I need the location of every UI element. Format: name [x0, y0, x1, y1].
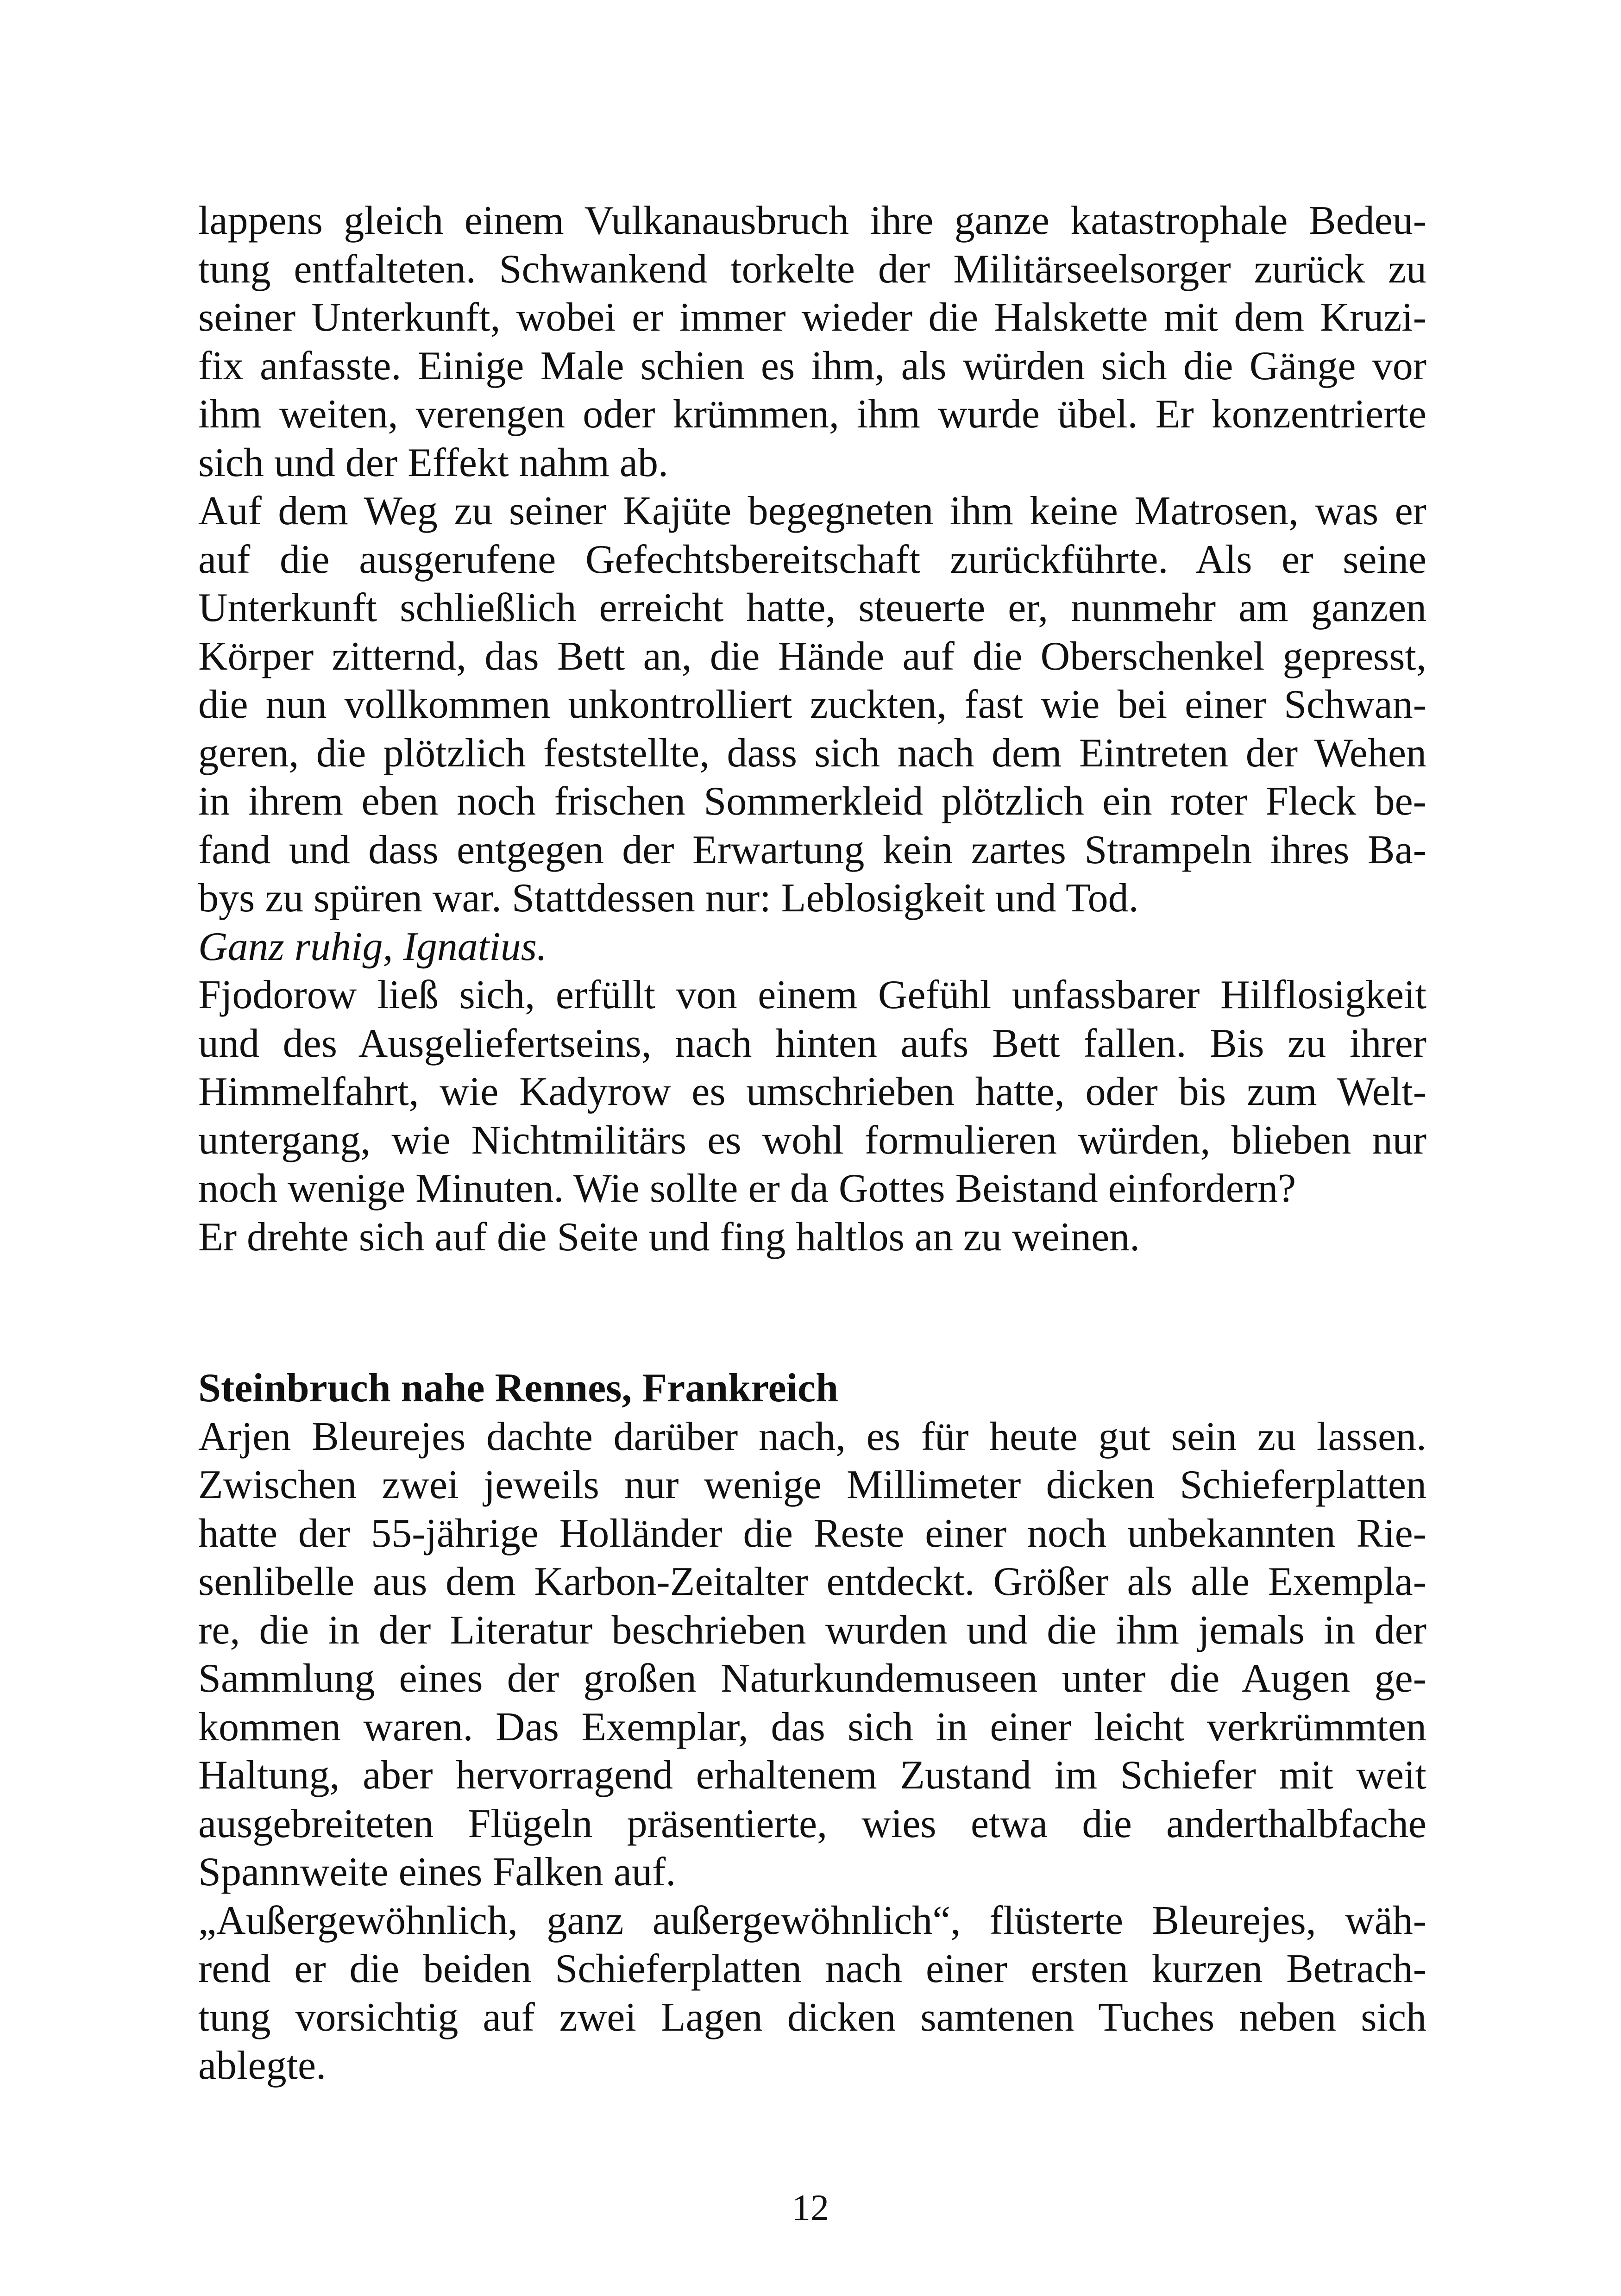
page-number: 12 — [792, 2188, 829, 2228]
text-line: tung entfalteten. Schwankend torkelte der Militärseelsorger zurück zu — [198, 246, 1426, 292]
text-line: die nun vollkommen unkontrolliert zuckten, fast wie bei einer Schwan- — [198, 682, 1426, 727]
text-line: tung vorsichtig auf zwei Lagen dicken samtenen Tuches neben sich — [198, 1995, 1426, 2040]
text-line: und des Ausgeliefertseins, nach hinten aufs Bett fallen. Bis zu ihrer — [198, 1021, 1426, 1066]
text-line: ihm weiten, verengen oder krümmen, ihm wurde übel. Er konzentrierte — [198, 392, 1426, 437]
text-line: sich und der Effekt nahm ab. — [198, 440, 668, 485]
text-line: Körper zitternd, das Bett an, die Hände auf die Oberschenkel gepresst, — [198, 634, 1426, 679]
text-line: seiner Unterkunft, wobei er immer wieder die Halskette mit dem Kruzi- — [198, 295, 1426, 340]
text-line: Spannweite eines Falken auf. — [198, 1850, 676, 1895]
text-line: in ihrem eben noch frischen Sommerkleid plötzlich ein roter Fleck be- — [198, 779, 1426, 824]
text-line: lappens gleich einem Vulkanausbruch ihre ganze katastrophale Bedeu- — [198, 198, 1426, 243]
text-line: fand und dass entgegen der Erwartung kein zartes Strampeln ihres Ba- — [198, 827, 1426, 872]
text-line: auf die ausgerufene Gefechtsbereitschaft zurückführte. Als er seine — [198, 537, 1426, 582]
text-line: bys zu spüren war. Stattdessen nur: Leblosigkeit und Tod. — [198, 876, 1139, 921]
text-line: Er drehte sich auf die Seite und fing haltlos an zu weinen. — [198, 1214, 1140, 1260]
text-line: Unterkunft schließlich erreicht hatte, steuerte er, nunmehr am ganzen — [198, 585, 1426, 630]
body-text-section-2 — [198, 1364, 1426, 2090]
text-line: Auf dem Weg zu seiner Kajüte begegneten ihm keine Matrosen, was er — [198, 489, 1426, 533]
text-line: Himmelfahrt, wie Kadyrow es umschrieben hatte, oder bis zum Welt- — [198, 1069, 1426, 1114]
text-line: Zwischen zwei jeweils nur wenige Millimeter dicken Schieferplatten — [198, 1462, 1426, 1507]
text-line: untergang, wie Nichtmilitärs es wohl formulieren würden, blieben nur — [198, 1117, 1426, 1163]
text-line: kommen waren. Das Exemplar, das sich in einer leicht verkrümmten — [198, 1704, 1426, 1750]
text-line: Fjodorow ließ sich, erfüllt von einem Gefühl unfassbarer Hilflosigkeit — [198, 972, 1426, 1017]
body-text-section-1 — [198, 197, 1426, 1261]
text-line: fix anfasste. Einige Male schien es ihm, als würden sich die Gänge vor — [198, 343, 1426, 389]
text-line: Sammlung eines der großen Naturkundemuseen unter die Augen ge- — [198, 1656, 1426, 1701]
text-line: Arjen Bleurejes dachte darüber nach, es für heute gut sein zu lassen. — [198, 1414, 1426, 1459]
italic-text-line: Ganz ruhig, Ignatius. — [198, 924, 547, 969]
text-line: Haltung, aber hervorragend erhaltenem Zustand im Schiefer mit weit — [198, 1753, 1426, 1798]
text-line: hatte der 55-jährige Holländer die Reste einer noch unbekannten Rie- — [198, 1511, 1426, 1556]
text-line: senlibelle aus dem Karbon-Zeitalter entdeckt. Größer als alle Exempla- — [198, 1559, 1426, 1604]
text-line: rend er die beiden Schieferplatten nach einer ersten kurzen Betrach- — [198, 1946, 1426, 1991]
text-line: ausgebreiteten Flügeln präsentierte, wies etwa die anderthalbfache — [198, 1801, 1426, 1846]
text-line: ablegte. — [198, 2043, 327, 2088]
text-line: noch wenige Minuten. Wie sollte er da Gottes Beistand einfordern? — [198, 1166, 1296, 1211]
section-heading: Steinbruch nahe Rennes, Frankreich — [198, 1366, 839, 1411]
text-line: „Außergewöhnlich, ganz außergewöhnlich“, flüsterte Bleurejes, wäh- — [198, 1898, 1426, 1943]
text-line: re, die in der Literatur beschrieben wurden und die ihm jemals in der — [198, 1607, 1426, 1653]
text-line: geren, die plötzlich feststellte, dass sich nach dem Eintreten der Wehen — [198, 730, 1426, 776]
